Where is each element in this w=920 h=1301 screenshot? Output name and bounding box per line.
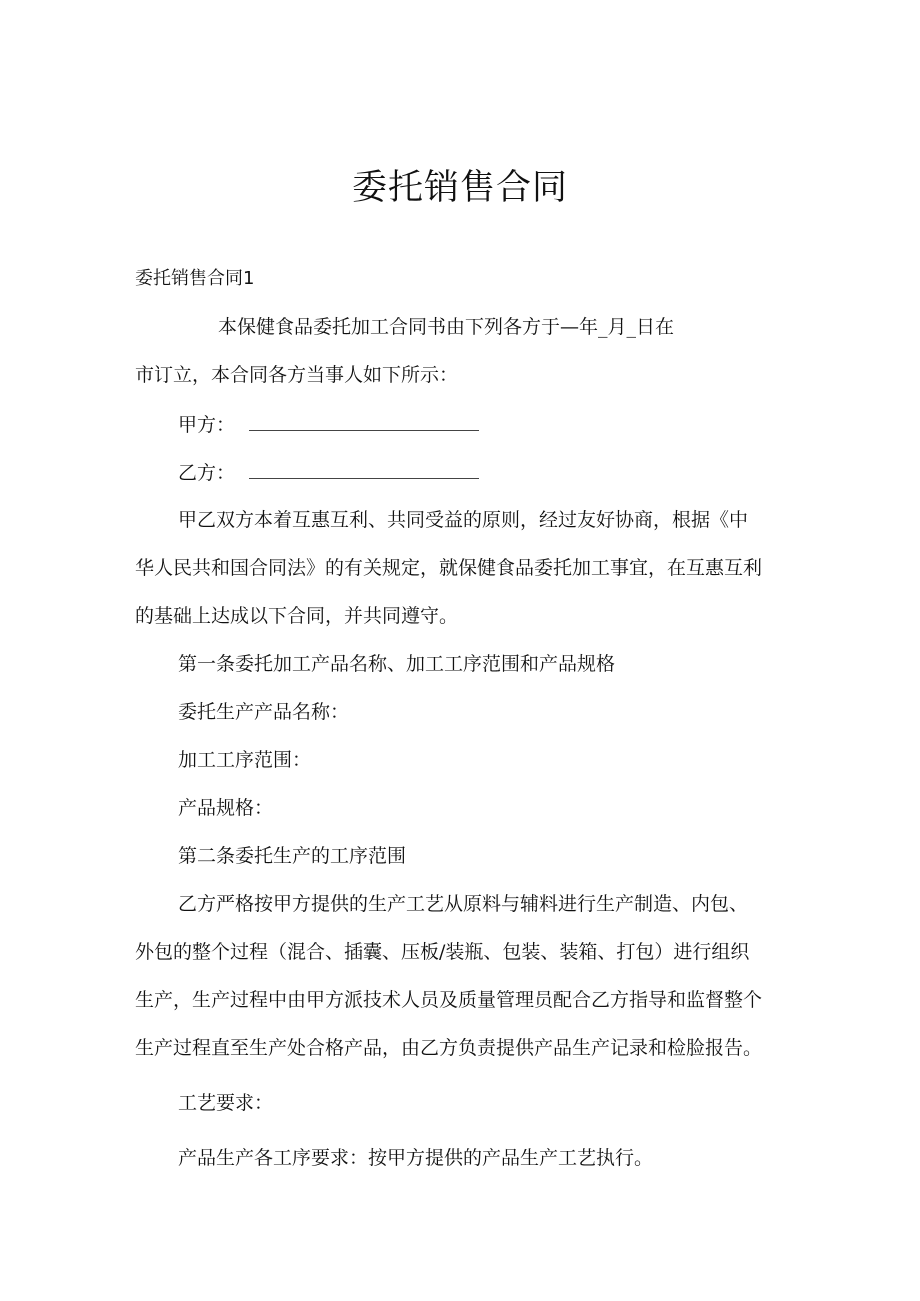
contract-subtitle: 委托销售合同1 <box>135 268 255 289</box>
party-a-row <box>178 412 479 437</box>
para1-line-2: 华人民共和国合同法》的有关规定，就保健食品委托加工事宜，在互惠互利 <box>135 557 763 579</box>
para1-line-3: 的基础上达成以下合同，并共同遵守。 <box>135 605 459 627</box>
intro-line-2: 市订立，本合同各方当事人如下所示： <box>135 364 459 386</box>
para2-line-3: 生产，生产过程中由甲方派技术人员及质量管理员配合乙方指导和监督整个 <box>135 989 763 1011</box>
party-b-label: 乙方： <box>178 462 236 484</box>
process-requirements-text: 产品生产各工序要求：按甲方提供的产品生产工艺执行。 <box>178 1147 654 1169</box>
article1-heading: 第一条委托加工产品名称、加工工序范围和产品规格 <box>178 653 616 675</box>
party-b-row <box>178 460 479 485</box>
intro-line-1: 本保健食品委托加工合同书由下列各方于—年_月_日在 <box>218 316 675 338</box>
para2-line-4: 生产过程直至生产处合格产品，由乙方负责提供产品生产记录和检脸报告。 <box>135 1037 763 1059</box>
document-title: 委托销售合同 <box>351 168 568 208</box>
process-requirements-label: 工艺要求： <box>178 1092 274 1114</box>
process-scope-label: 加工工序范围： <box>178 749 312 771</box>
article2-heading: 第二条委托生产的工序范围 <box>178 845 407 867</box>
party-b-blank-line <box>249 460 479 479</box>
product-name-label: 委托生产产品名称： <box>178 701 350 723</box>
party-a-label: 甲方： <box>178 414 236 436</box>
spec-label: 产品规格： <box>178 797 274 819</box>
para2-line-2: 外包的整个过程（混合、插囊、压板/装瓶、包装、装箱、打包）进行组织 <box>135 941 750 963</box>
party-a-blank-line <box>249 412 479 431</box>
para1-line-1: 甲乙双方本着互惠互利、共同受益的原则，经过友好协商，根据《中 <box>178 509 749 531</box>
para2-line-1: 乙方严格按甲方提供的生产工艺从原料与辅料进行生产制造、内包、 <box>178 893 749 915</box>
